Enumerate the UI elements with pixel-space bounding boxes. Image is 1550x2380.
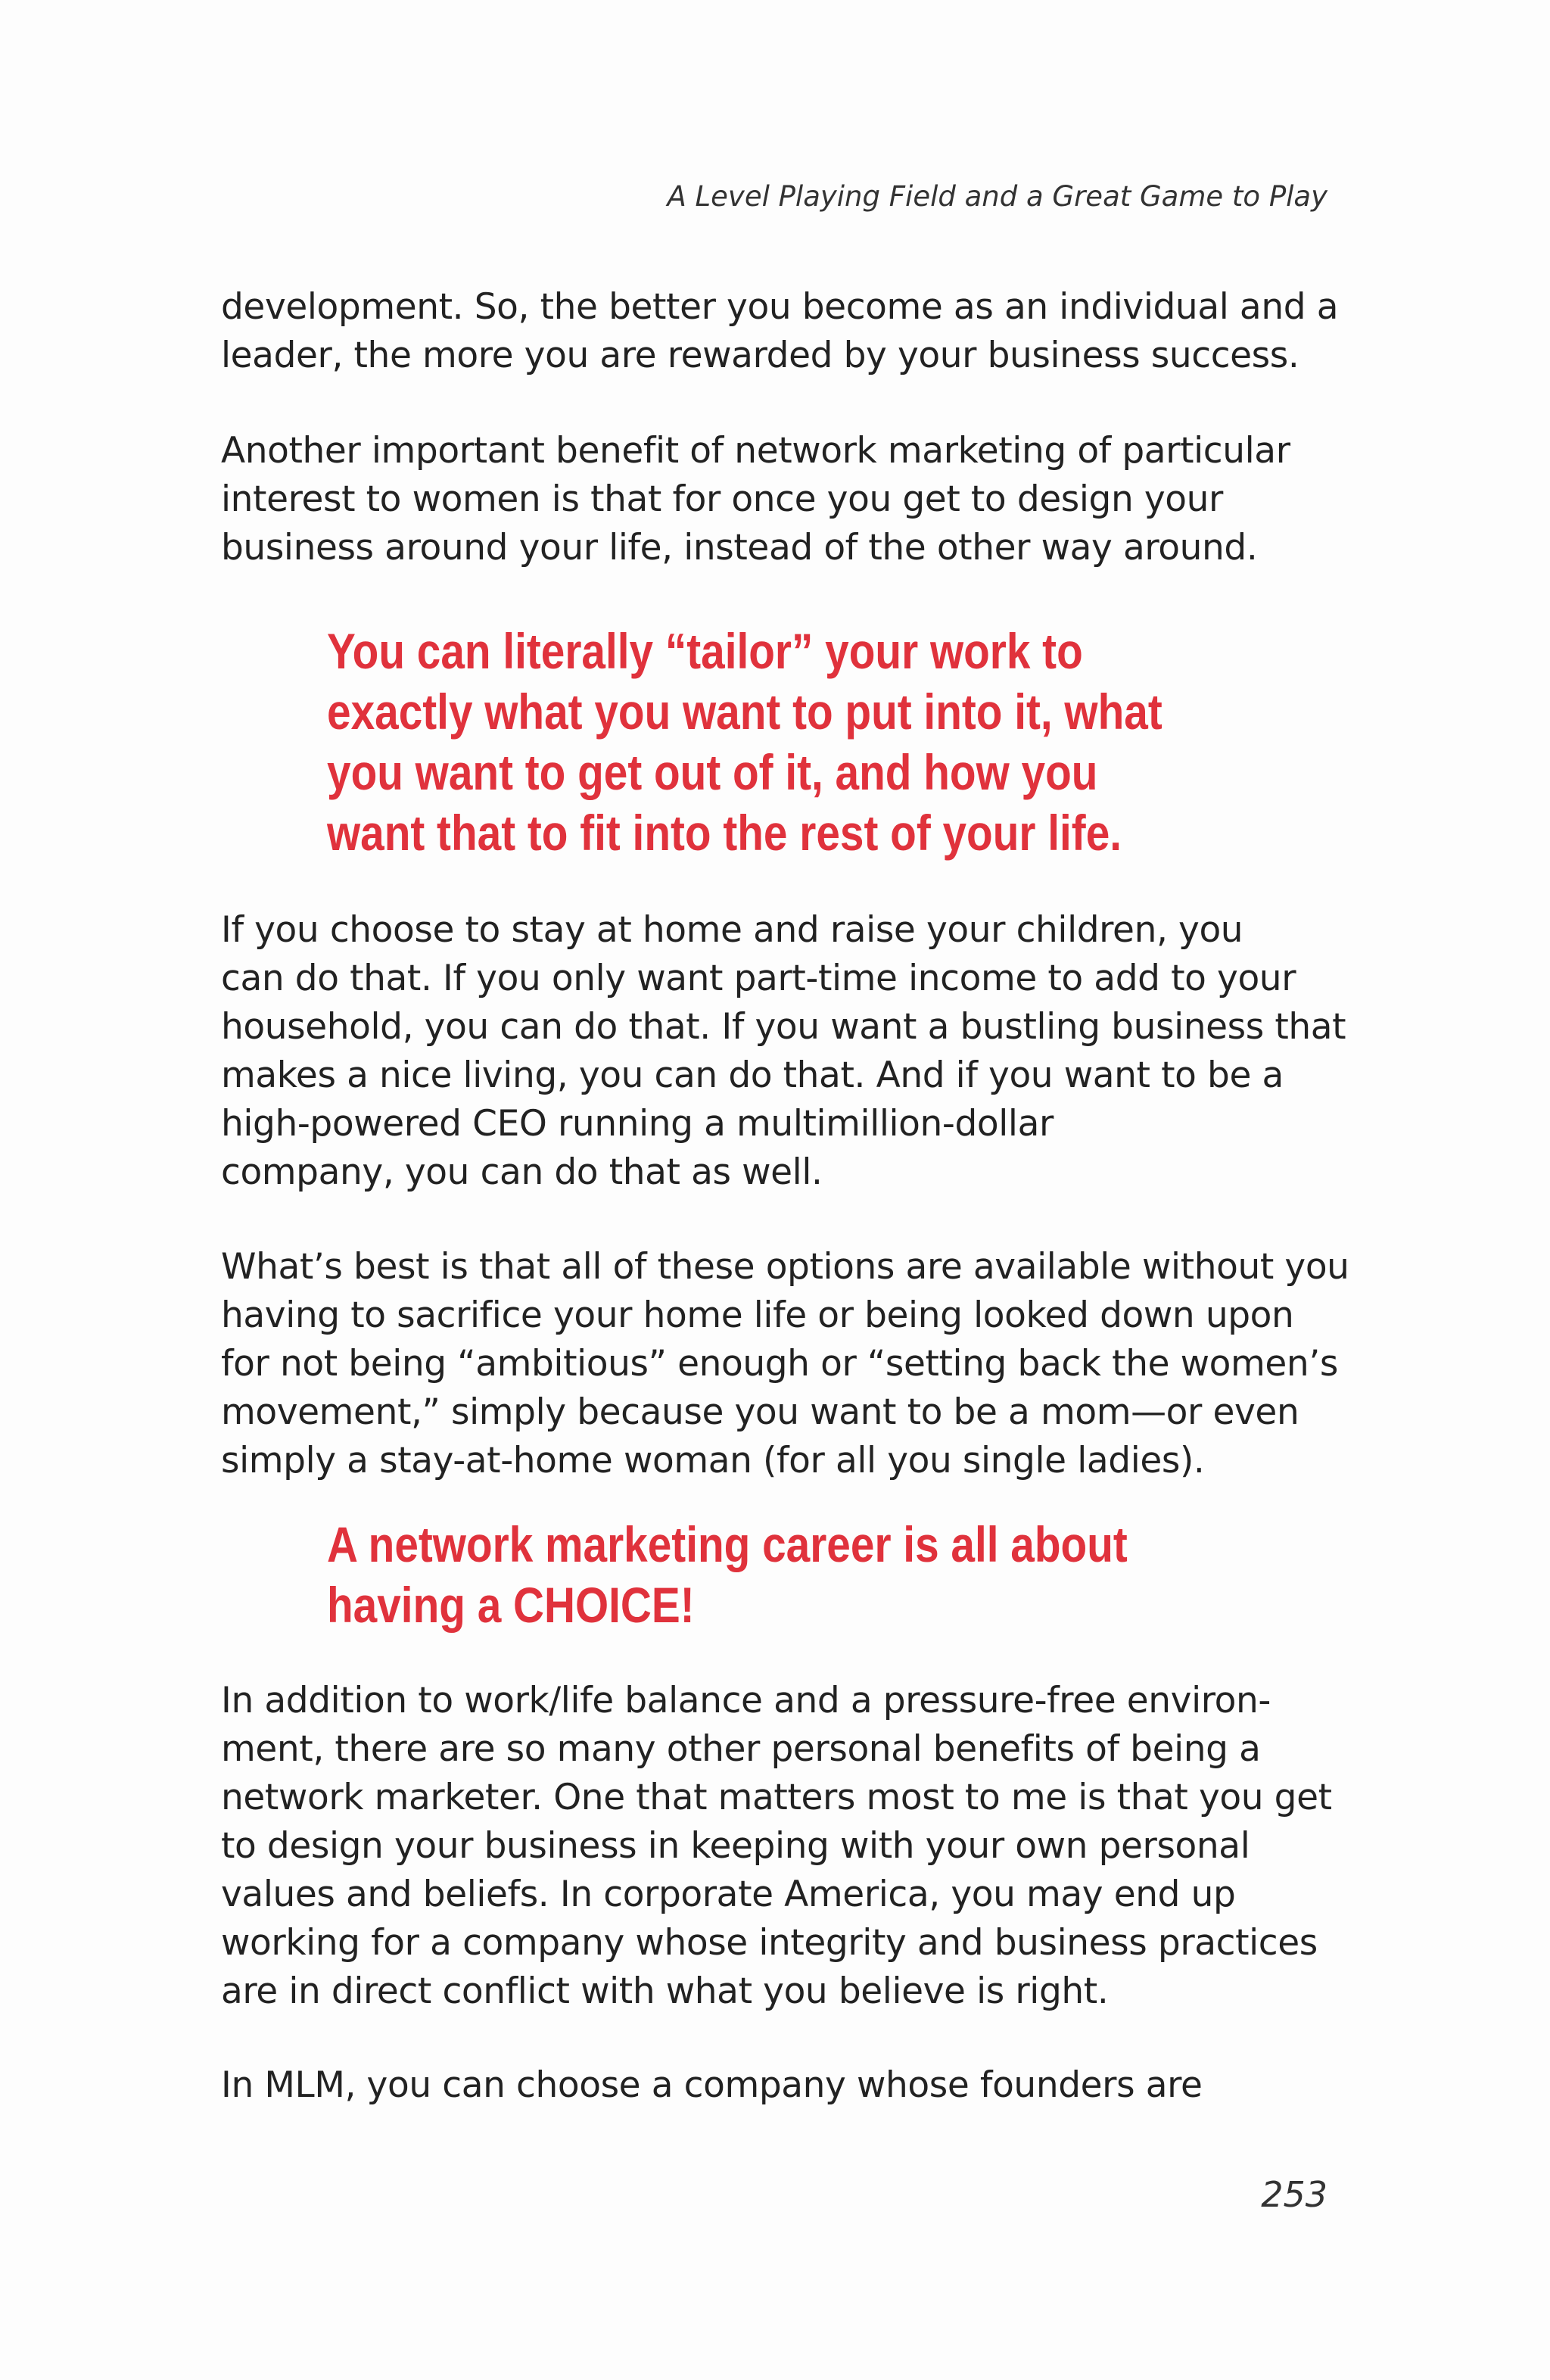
paragraph-4 (221, 1243, 1349, 1485)
text-line: movement,” simply because you want to be a mom—or even (221, 1391, 1299, 1433)
text-line: ment, there are so many other personal benefits of being a (221, 1728, 1261, 1770)
text-line: to design your business in keeping with your own personal (221, 1825, 1250, 1867)
text-line: leader, the more you are rewarded by your business success. (221, 335, 1299, 376)
paragraph-3 (221, 906, 1346, 1197)
text-line: simply a stay-at-home woman (for all you single ladies). (221, 1440, 1205, 1481)
text-line: What’s best is that all of these options are available without you (221, 1246, 1349, 1288)
pull-quote-2 (327, 1514, 1341, 1635)
text-line: company, you can do that as well. (221, 1151, 823, 1193)
text-line: are in direct conflict with what you believe is right. (221, 1970, 1109, 2012)
pull-quote-line: having a CHOICE! (327, 1577, 695, 1633)
text-line: If you choose to stay at home and raise your children, you (221, 909, 1243, 951)
running-head: A Level Playing Field and a Great Game to Play (667, 180, 1327, 213)
pull-quote-1 (327, 621, 1341, 863)
text-line: can do that. If you only want part-time income to add to your (221, 958, 1296, 999)
text-line: In MLM, you can choose a company whose founders are (221, 2064, 1203, 2106)
text-line: business around your life, instead of the other way around. (221, 527, 1258, 569)
paragraph-1 (221, 283, 1339, 380)
page-number: 253 (1261, 2174, 1327, 2215)
paragraph-2 (221, 427, 1334, 572)
paragraph-6 (221, 2061, 1334, 2110)
text-line: network marketer. One that matters most to me is that you get (221, 1777, 1332, 1818)
pull-quote-line: exactly what you want to put into it, what (327, 684, 1162, 740)
paragraph-5 (221, 1677, 1334, 2016)
text-line: working for a company whose integrity and business practices (221, 1922, 1318, 1964)
text-line: values and beliefs. In corporate America, you may end up (221, 1874, 1236, 1915)
text-line: household, you can do that. If you want a bustling business that (221, 1006, 1346, 1048)
pull-quote-line: A network marketing career is all about (327, 1516, 1128, 1572)
text-line: In addition to work/life balance and a pressure-free environ- (221, 1680, 1271, 1721)
pull-quote-line: you want to get out of it, and how you (327, 744, 1098, 800)
text-line: high-powered CEO running a multimillion-dollar (221, 1103, 1054, 1145)
text-line: having to sacrifice your home life or being looked down upon (221, 1294, 1294, 1336)
pull-quote-line: want that to fit into the rest of your life. (327, 805, 1122, 861)
text-line: interest to women is that for once you get to design your (221, 478, 1223, 520)
text-line: Another important benefit of network marketing of particular (221, 430, 1290, 472)
text-line: for not being “ambitious” enough or “setting back the women’s (221, 1343, 1338, 1385)
text-line: makes a nice living, you can do that. And if you want to be a (221, 1054, 1284, 1096)
text-line: development. So, the better you become as an individual and a (221, 286, 1339, 328)
pull-quote-line: You can literally “tailor” your work to (327, 623, 1083, 679)
